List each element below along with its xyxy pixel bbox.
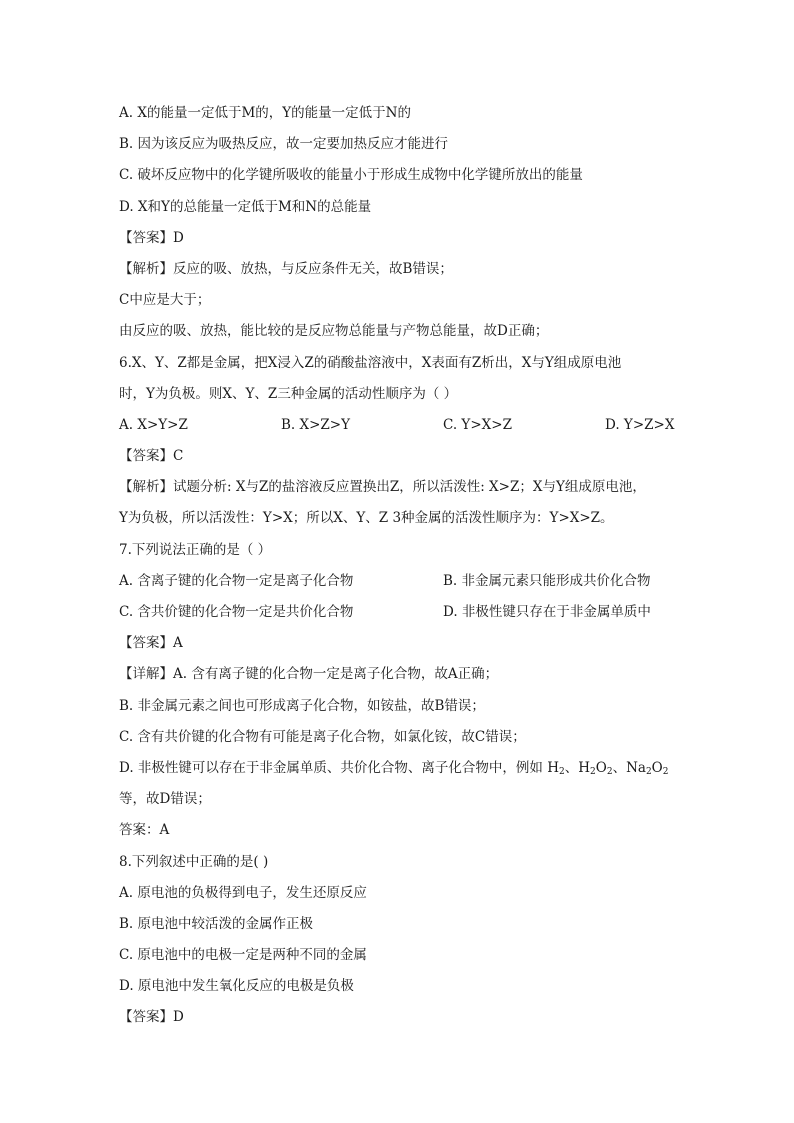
q8-stem: 8.下列叙述中正确的是( ) xyxy=(119,853,269,870)
q7-option-a: A. 含离子键的化合物一定是离子化合物 xyxy=(119,572,354,589)
q7-stem: 7.下列说法正确的是（ ） xyxy=(119,541,272,558)
q7-detail-2: B. 非金属元素之间也可形成离子化合物，如铵盐，故B错误； xyxy=(119,697,485,714)
formula-na2o2: $Na_2O_2$ xyxy=(626,759,669,777)
q5-analysis-3: 由反应的吸、放热，能比较的是反应物总能量与产物总能量，故D正确； xyxy=(119,323,549,340)
q5-option-a: A. X的能量一定低于M的，Y的能量一定低于N的 xyxy=(119,105,411,121)
q5-option-b: B. 因为该反应为吸热反应，故一定要加热反应才能进行 xyxy=(119,136,449,153)
q5-analysis-2: C中应是大于； xyxy=(119,292,211,309)
q7-detail-5: 等，故D错误； xyxy=(119,791,211,808)
formula-h2: $H_2$ xyxy=(547,759,565,777)
q8-option-c: C. 原电池中的电极一定是两种不同的金属 xyxy=(119,947,367,964)
q8-option-d: D. 原电池中发生氧化反应的电极是负极 xyxy=(119,978,354,995)
q5-answer xyxy=(119,223,679,254)
q6-option-a: A. X>Y>Z xyxy=(119,416,188,433)
q7-detail-1: 【详解】A. 含有离子键的化合物一定是离子化合物，故A正确； xyxy=(119,666,499,683)
answer-value: D xyxy=(173,1009,184,1026)
q7-options-row-1 xyxy=(119,566,679,597)
document-page xyxy=(119,98,679,1034)
answer-value: A xyxy=(173,635,183,652)
q8-option-b: B. 原电池中较活泼的金属作正极 xyxy=(119,915,314,932)
answer-value: C xyxy=(173,448,184,465)
q6-options xyxy=(119,410,679,441)
q6-option-c: C. Y>X>Z xyxy=(443,416,512,433)
q7-final-answer: 答案：A xyxy=(119,822,170,839)
q6-answer xyxy=(119,441,679,472)
q7-detail-3: C. 含有共价键的化合物有可能是离子化合物，如氯化铵，故C错误； xyxy=(119,728,526,745)
answer-label: 【答案】 xyxy=(119,635,173,652)
q8-option-a: A. 原电池的负极得到电子，发生还原反应 xyxy=(119,884,367,901)
answer-label: 【答案】 xyxy=(119,229,173,246)
detail-label: 【详解】 xyxy=(119,666,173,683)
q6-analysis-1: 【解析】试题分析: X与Z的盐溶液反应置换出Z，所以活泼性: X>Z；X与Y组成原电池， xyxy=(119,479,646,496)
answer-value: D xyxy=(173,229,184,246)
q6-analysis-2: Y为负极，所以活泼性：Y>X；所以X、Y、Z 3种金属的活泼性顺序为：Y>X>Z。 xyxy=(119,510,614,527)
q8-answer xyxy=(119,1002,679,1033)
q7-detail-4: D. 非极性键可以存在于非金属单质、共价化合物、离子化合物中，例如 $H_2$、$H_2O_2$、$Na_2O_2$ xyxy=(119,759,669,777)
q5-option-c: C. 破坏反应物中的化学键所吸收的能量小于形成生成物中化学键所放出的能量 xyxy=(119,167,583,184)
q7-option-d: D. 非极性键只存在于非金属单质中 xyxy=(443,604,651,620)
q5-option-d: D. X和Y的总能量一定低于M和N的总能量 xyxy=(119,198,372,215)
q7-options-row-2 xyxy=(119,597,679,628)
answer-label: 【答案】 xyxy=(119,1009,173,1026)
q7-answer xyxy=(119,628,679,659)
q6-option-b: B. X>Z>Y xyxy=(281,416,351,433)
q5-analysis-1: 【解析】反应的吸、放热，与反应条件无关，故B错误； xyxy=(119,260,453,277)
answer-label: 【答案】 xyxy=(119,448,173,465)
q6-stem-1: 6.X、Y、Z都是金属，把X浸入Z的硝酸盐溶液中，X表面有Z析出，X与Y组成原电池 xyxy=(119,354,622,371)
analysis-label: 【解析】 xyxy=(119,260,173,277)
q6-stem-2: 时，Y为负极。则X、Y、Z三种金属的活动性顺序为（ ） xyxy=(119,385,458,402)
analysis-label: 【解析】 xyxy=(119,479,173,496)
q7-option-b: B. 非金属元素只能形成共价化合物 xyxy=(443,572,651,589)
q7-option-c: C. 含共价键的化合物一定是共价化合物 xyxy=(119,604,354,620)
formula-h2o2: $H_2O_2$ xyxy=(578,759,613,777)
q6-option-d: D. Y>Z>X xyxy=(605,416,675,433)
